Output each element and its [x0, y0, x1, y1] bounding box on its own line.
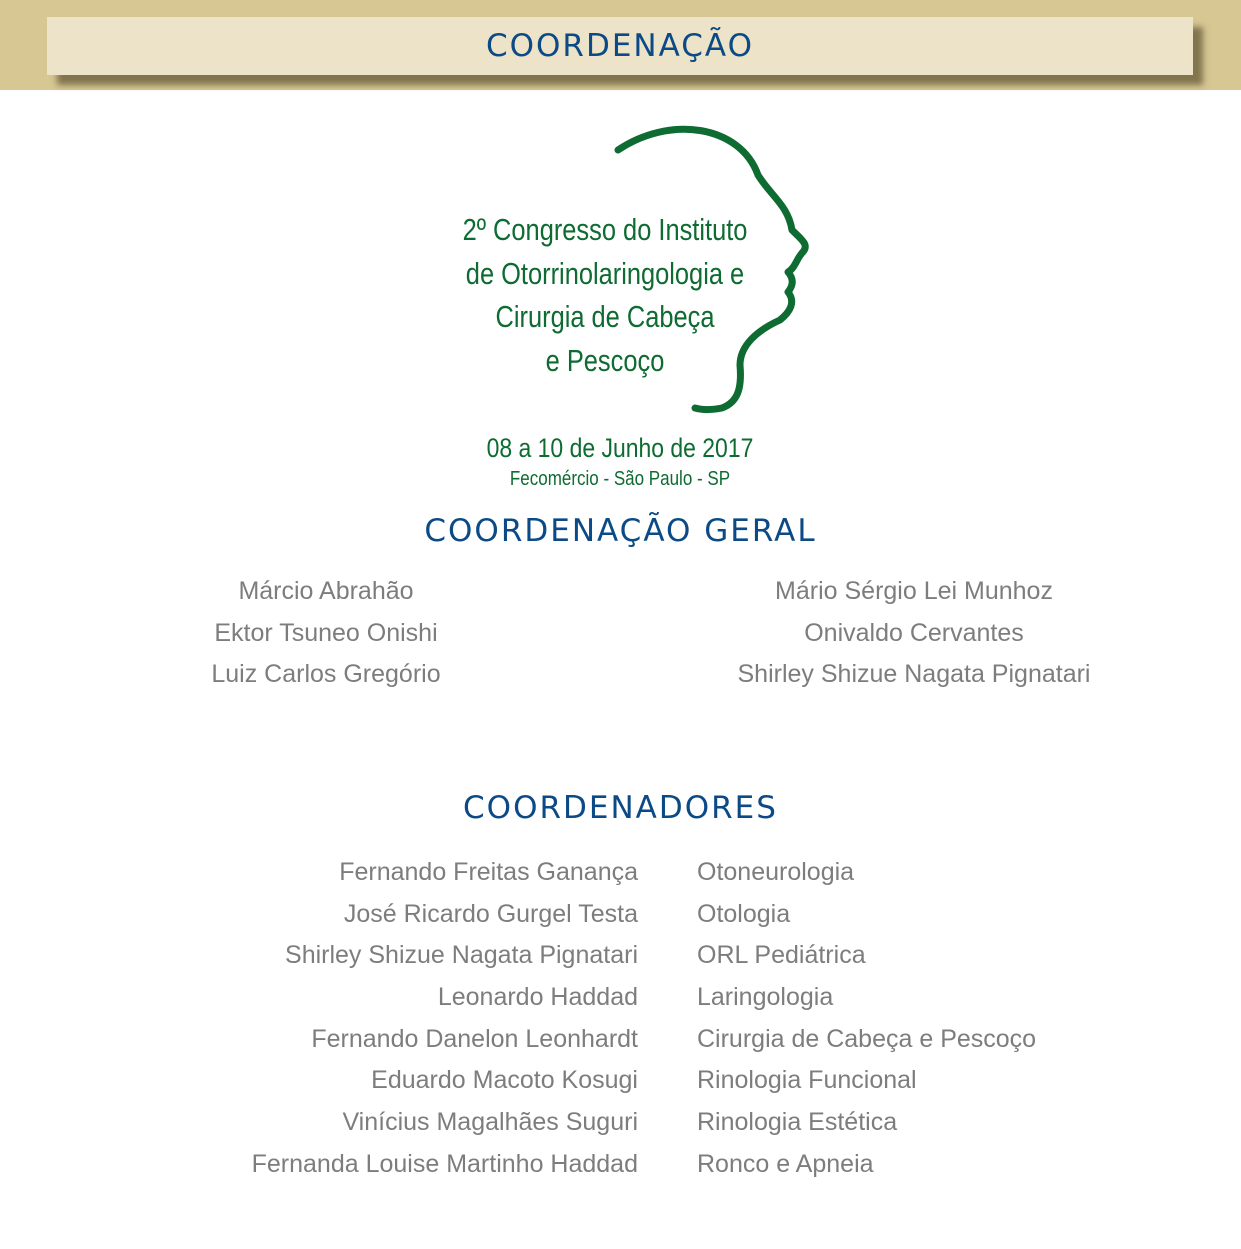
- congress-title-line: e Pescoço: [545, 342, 665, 378]
- event-venue: Fecomércio - São Paulo - SP: [509, 468, 731, 490]
- list-item: Cirurgia de Cabeça e Pescoço: [697, 1024, 1037, 1053]
- list-item: Fernanda Louise Martinho Haddad: [251, 1149, 638, 1178]
- list-item: Fernando Danelon Leonhardt: [311, 1024, 638, 1053]
- list-item: Shirley Shizue Nagata Pignatari: [285, 941, 638, 970]
- page-title: COORDENAÇÃO: [485, 28, 754, 64]
- list-item: Ektor Tsuneo Onishi: [214, 618, 438, 647]
- list-item: Otoneurologia: [697, 858, 855, 886]
- list-item: Rinologia Estética: [697, 1108, 898, 1137]
- list-item: Márcio Abrahão: [238, 577, 414, 605]
- list-item: Eduardo Macoto Kosugi: [371, 1066, 638, 1095]
- list-item: Rinologia Funcional: [697, 1066, 917, 1095]
- coordenadores-names-list: [180, 852, 638, 1186]
- coordenadores-heading: COORDENADORES: [463, 790, 778, 826]
- coordenacao-geral-right-list: [694, 571, 1134, 696]
- list-item: Leonardo Haddad: [437, 983, 638, 1012]
- list-item: Laringologia: [697, 983, 834, 1012]
- list-item: Luiz Carlos Gregório: [211, 660, 441, 689]
- coordenadores-areas-list: [697, 852, 1117, 1186]
- list-item: Mário Sérgio Lei Munhoz: [775, 577, 1053, 605]
- list-item: ORL Pediátrica: [697, 941, 866, 970]
- list-item: Vinícius Magalhães Suguri: [342, 1108, 638, 1137]
- list-item: Fernando Freitas Ganança: [339, 858, 638, 886]
- congress-title-line: de Otorrinolaringologia e: [465, 255, 745, 291]
- header-banner: [47, 17, 1193, 75]
- congress-title: [462, 208, 749, 382]
- list-item: Onivaldo Cervantes: [804, 618, 1024, 647]
- coordenacao-geral-heading: COORDENAÇÃO GERAL: [424, 513, 817, 549]
- congress-title-line: 2º Congresso do Instituto: [462, 212, 748, 247]
- list-item: Shirley Shizue Nagata Pignatari: [737, 660, 1091, 689]
- list-item: Ronco e Apneia: [697, 1149, 874, 1178]
- event-date: 08 a 10 de Junho de 2017: [486, 433, 754, 463]
- congress-title-line: Cirurgia de Cabeça: [495, 299, 715, 334]
- list-item: Otologia: [697, 899, 791, 928]
- coordenacao-geral-left-list: [146, 571, 506, 696]
- list-item: José Ricardo Gurgel Testa: [343, 899, 638, 928]
